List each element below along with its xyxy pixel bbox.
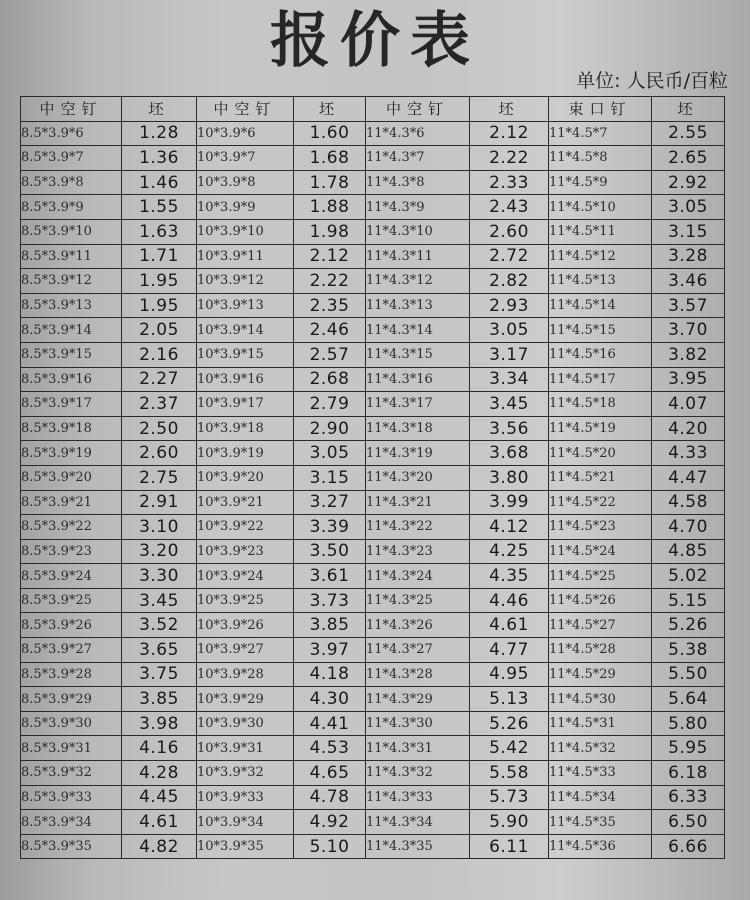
- spec-cell: 8.5*3.9*24: [21, 564, 122, 589]
- table-row: [21, 195, 725, 220]
- price-cell: 3.45: [122, 588, 197, 613]
- spec-cell: 11*4.5*17: [549, 367, 652, 392]
- price-cell: 3.65: [122, 638, 197, 663]
- price-cell: 2.75: [122, 465, 197, 490]
- price-cell: 2.05: [122, 318, 197, 343]
- spec-cell: 11*4.5*22: [549, 490, 652, 515]
- column-header: 坯: [294, 97, 366, 122]
- price-cell: 2.50: [122, 416, 197, 441]
- table-row: [21, 834, 725, 859]
- price-cell: 5.58: [470, 761, 549, 786]
- spec-cell: 10*3.9*17: [197, 392, 294, 417]
- price-cell: 1.71: [122, 244, 197, 269]
- spec-cell: 11*4.5*23: [549, 515, 652, 540]
- price-cell: 2.68: [294, 367, 366, 392]
- price-cell: 5.02: [652, 564, 725, 589]
- table-row: [21, 662, 725, 687]
- spec-cell: 8.5*3.9*19: [21, 441, 122, 466]
- spec-cell: 11*4.3*33: [366, 785, 470, 810]
- spec-cell: 10*3.9*33: [197, 785, 294, 810]
- spec-cell: 11*4.5*12: [549, 244, 652, 269]
- price-cell: 1.63: [122, 219, 197, 244]
- price-cell: 2.43: [470, 195, 549, 220]
- spec-cell: 11*4.5*30: [549, 687, 652, 712]
- price-cell: 2.37: [122, 392, 197, 417]
- spec-cell: 10*3.9*10: [197, 219, 294, 244]
- spec-cell: 10*3.9*8: [197, 170, 294, 195]
- price-cell: 4.20: [652, 416, 725, 441]
- price-cell: 2.22: [294, 269, 366, 294]
- page-title: 报价表: [270, 6, 480, 76]
- spec-cell: 8.5*3.9*17: [21, 392, 122, 417]
- table-row: [21, 564, 725, 589]
- spec-cell: 8.5*3.9*33: [21, 785, 122, 810]
- spec-cell: 8.5*3.9*7: [21, 146, 122, 171]
- price-cell: 4.53: [294, 736, 366, 761]
- table-row: [21, 736, 725, 761]
- spec-cell: 11*4.5*7: [549, 121, 652, 146]
- price-cell: 4.41: [294, 711, 366, 736]
- price-cell: 1.78: [294, 170, 366, 195]
- column-header: 中空钉: [21, 97, 122, 122]
- price-cell: 3.70: [652, 318, 725, 343]
- price-cell: 3.17: [470, 342, 549, 367]
- spec-cell: 11*4.3*26: [366, 613, 470, 638]
- price-cell: 4.70: [652, 515, 725, 540]
- price-cell: 2.60: [122, 441, 197, 466]
- price-cell: 3.27: [294, 490, 366, 515]
- price-cell: 5.95: [652, 736, 725, 761]
- table-row: [21, 711, 725, 736]
- spec-cell: 8.5*3.9*16: [21, 367, 122, 392]
- price-cell: 2.12: [294, 244, 366, 269]
- price-cell: 4.25: [470, 539, 549, 564]
- spec-cell: 8.5*3.9*20: [21, 465, 122, 490]
- price-cell: 5.90: [470, 810, 549, 835]
- price-cell: 2.92: [652, 170, 725, 195]
- spec-cell: 10*3.9*32: [197, 761, 294, 786]
- spec-cell: 11*4.3*13: [366, 293, 470, 318]
- price-cell: 4.33: [652, 441, 725, 466]
- price-cell: 2.90: [294, 416, 366, 441]
- price-cell: 2.33: [470, 170, 549, 195]
- spec-cell: 11*4.3*21: [366, 490, 470, 515]
- price-cell: 3.20: [122, 539, 197, 564]
- header-row: [21, 97, 725, 122]
- table-row: [21, 613, 725, 638]
- price-cell: 4.35: [470, 564, 549, 589]
- price-cell: 5.10: [294, 834, 366, 859]
- price-cell: 5.64: [652, 687, 725, 712]
- price-cell: 3.82: [652, 342, 725, 367]
- spec-cell: 10*3.9*31: [197, 736, 294, 761]
- table-row: [21, 785, 725, 810]
- spec-cell: 11*4.3*14: [366, 318, 470, 343]
- spec-cell: 11*4.5*14: [549, 293, 652, 318]
- spec-cell: 11*4.3*29: [366, 687, 470, 712]
- spec-cell: 11*4.5*21: [549, 465, 652, 490]
- spec-cell: 10*3.9*7: [197, 146, 294, 171]
- price-cell: 3.99: [470, 490, 549, 515]
- price-cell: 5.42: [470, 736, 549, 761]
- spec-cell: 8.5*3.9*11: [21, 244, 122, 269]
- spec-cell: 10*3.9*29: [197, 687, 294, 712]
- spec-cell: 11*4.5*28: [549, 638, 652, 663]
- column-header: 束口钉: [549, 97, 652, 122]
- price-cell: 3.45: [470, 392, 549, 417]
- spec-cell: 11*4.5*34: [549, 785, 652, 810]
- spec-cell: 11*4.3*34: [366, 810, 470, 835]
- price-cell: 3.97: [294, 638, 366, 663]
- spec-cell: 10*3.9*11: [197, 244, 294, 269]
- price-cell: 3.15: [652, 219, 725, 244]
- spec-cell: 11*4.3*22: [366, 515, 470, 540]
- table-row: [21, 392, 725, 417]
- spec-cell: 11*4.3*16: [366, 367, 470, 392]
- spec-cell: 8.5*3.9*13: [21, 293, 122, 318]
- price-cell: 3.57: [652, 293, 725, 318]
- table-row: [21, 269, 725, 294]
- spec-cell: 8.5*3.9*14: [21, 318, 122, 343]
- price-cell: 2.46: [294, 318, 366, 343]
- spec-cell: 10*3.9*30: [197, 711, 294, 736]
- price-cell: 4.58: [652, 490, 725, 515]
- spec-cell: 8.5*3.9*27: [21, 638, 122, 663]
- price-cell: 3.56: [470, 416, 549, 441]
- spec-cell: 11*4.3*31: [366, 736, 470, 761]
- price-cell: 3.52: [122, 613, 197, 638]
- price-cell: 4.30: [294, 687, 366, 712]
- spec-cell: 8.5*3.9*18: [21, 416, 122, 441]
- spec-cell: 8.5*3.9*21: [21, 490, 122, 515]
- price-cell: 3.05: [294, 441, 366, 466]
- table-row: [21, 342, 725, 367]
- price-cell: 3.05: [470, 318, 549, 343]
- price-cell: 4.92: [294, 810, 366, 835]
- spec-cell: 11*4.3*25: [366, 588, 470, 613]
- spec-cell: 11*4.5*11: [549, 219, 652, 244]
- spec-cell: 8.5*3.9*8: [21, 170, 122, 195]
- price-cell: 2.79: [294, 392, 366, 417]
- spec-cell: 8.5*3.9*28: [21, 662, 122, 687]
- price-cell: 3.34: [470, 367, 549, 392]
- table-row: [21, 539, 725, 564]
- price-cell: 2.60: [470, 219, 549, 244]
- spec-cell: 8.5*3.9*10: [21, 219, 122, 244]
- spec-cell: 8.5*3.9*6: [21, 121, 122, 146]
- spec-cell: 11*4.3*6: [366, 121, 470, 146]
- spec-cell: 11*4.3*11: [366, 244, 470, 269]
- spec-cell: 11*4.3*17: [366, 392, 470, 417]
- table-row: [21, 761, 725, 786]
- price-cell: 6.18: [652, 761, 725, 786]
- table-row: [21, 638, 725, 663]
- spec-cell: 10*3.9*16: [197, 367, 294, 392]
- spec-cell: 11*4.3*28: [366, 662, 470, 687]
- spec-cell: 10*3.9*22: [197, 515, 294, 540]
- price-cell: 2.93: [470, 293, 549, 318]
- column-header: 坯: [652, 97, 725, 122]
- price-cell: 1.68: [294, 146, 366, 171]
- price-cell: 3.73: [294, 588, 366, 613]
- spec-cell: 8.5*3.9*22: [21, 515, 122, 540]
- spec-cell: 8.5*3.9*15: [21, 342, 122, 367]
- price-cell: 3.75: [122, 662, 197, 687]
- column-header: 中空钉: [366, 97, 470, 122]
- price-table: [20, 96, 725, 859]
- price-cell: 2.55: [652, 121, 725, 146]
- table-row: [21, 318, 725, 343]
- spec-cell: 10*3.9*18: [197, 416, 294, 441]
- table-row: [21, 465, 725, 490]
- price-cell: 5.50: [652, 662, 725, 687]
- price-cell: 4.18: [294, 662, 366, 687]
- table-row: [21, 367, 725, 392]
- spec-cell: 11*4.5*32: [549, 736, 652, 761]
- price-cell: 1.36: [122, 146, 197, 171]
- price-cell: 2.16: [122, 342, 197, 367]
- table-row: [21, 293, 725, 318]
- column-header: 坯: [122, 97, 197, 122]
- price-cell: 3.39: [294, 515, 366, 540]
- price-cell: 3.95: [652, 367, 725, 392]
- spec-cell: 8.5*3.9*12: [21, 269, 122, 294]
- price-cell: 2.57: [294, 342, 366, 367]
- table-row: [21, 121, 725, 146]
- price-cell: 1.46: [122, 170, 197, 195]
- spec-cell: 10*3.9*14: [197, 318, 294, 343]
- price-cell: 1.95: [122, 293, 197, 318]
- table-row: [21, 146, 725, 171]
- price-cell: 2.72: [470, 244, 549, 269]
- spec-cell: 8.5*3.9*26: [21, 613, 122, 638]
- price-cell: 6.50: [652, 810, 725, 835]
- price-cell: 4.85: [652, 539, 725, 564]
- spec-cell: 11*4.3*30: [366, 711, 470, 736]
- table-row: [21, 490, 725, 515]
- spec-cell: 10*3.9*6: [197, 121, 294, 146]
- spec-cell: 8.5*3.9*34: [21, 810, 122, 835]
- price-cell: 4.78: [294, 785, 366, 810]
- spec-cell: 11*4.3*24: [366, 564, 470, 589]
- spec-cell: 11*4.3*10: [366, 219, 470, 244]
- price-cell: 4.95: [470, 662, 549, 687]
- price-cell: 3.80: [470, 465, 549, 490]
- spec-cell: 11*4.5*18: [549, 392, 652, 417]
- spec-cell: 11*4.3*15: [366, 342, 470, 367]
- spec-cell: 11*4.3*23: [366, 539, 470, 564]
- spec-cell: 8.5*3.9*32: [21, 761, 122, 786]
- table-row: [21, 244, 725, 269]
- table-row: [21, 416, 725, 441]
- spec-cell: 10*3.9*19: [197, 441, 294, 466]
- spec-cell: 11*4.5*33: [549, 761, 652, 786]
- price-cell: 5.15: [652, 588, 725, 613]
- spec-cell: 8.5*3.9*9: [21, 195, 122, 220]
- spec-cell: 11*4.5*29: [549, 662, 652, 687]
- spec-cell: 11*4.3*27: [366, 638, 470, 663]
- price-cell: 1.98: [294, 219, 366, 244]
- unit-label: 单位: 人民币/百粒: [576, 70, 728, 92]
- spec-cell: 11*4.3*18: [366, 416, 470, 441]
- price-cell: 2.35: [294, 293, 366, 318]
- price-cell: 1.60: [294, 121, 366, 146]
- price-cell: 3.50: [294, 539, 366, 564]
- price-cell: 4.77: [470, 638, 549, 663]
- price-cell: 1.95: [122, 269, 197, 294]
- price-cell: 4.46: [470, 588, 549, 613]
- spec-cell: 10*3.9*9: [197, 195, 294, 220]
- price-cell: 5.26: [470, 711, 549, 736]
- spec-cell: 11*4.3*12: [366, 269, 470, 294]
- price-cell: 6.33: [652, 785, 725, 810]
- price-cell: 3.98: [122, 711, 197, 736]
- price-cell: 3.15: [294, 465, 366, 490]
- price-cell: 3.85: [294, 613, 366, 638]
- spec-cell: 10*3.9*15: [197, 342, 294, 367]
- spec-cell: 11*4.5*36: [549, 834, 652, 859]
- price-cell: 5.80: [652, 711, 725, 736]
- spec-cell: 11*4.5*16: [549, 342, 652, 367]
- spec-cell: 11*4.5*25: [549, 564, 652, 589]
- spec-cell: 11*4.5*8: [549, 146, 652, 171]
- table-row: [21, 810, 725, 835]
- spec-cell: 10*3.9*26: [197, 613, 294, 638]
- spec-cell: 11*4.5*24: [549, 539, 652, 564]
- spec-cell: 10*3.9*28: [197, 662, 294, 687]
- spec-cell: 11*4.3*7: [366, 146, 470, 171]
- spec-cell: 11*4.5*35: [549, 810, 652, 835]
- spec-cell: 11*4.5*26: [549, 588, 652, 613]
- price-cell: 1.28: [122, 121, 197, 146]
- price-cell: 6.66: [652, 834, 725, 859]
- price-cell: 2.65: [652, 146, 725, 171]
- price-cell: 2.22: [470, 146, 549, 171]
- table-row: [21, 170, 725, 195]
- spec-cell: 8.5*3.9*25: [21, 588, 122, 613]
- price-cell: 5.73: [470, 785, 549, 810]
- spec-cell: 11*4.3*19: [366, 441, 470, 466]
- spec-cell: 11*4.5*20: [549, 441, 652, 466]
- column-header: 坯: [470, 97, 549, 122]
- spec-cell: 10*3.9*25: [197, 588, 294, 613]
- price-cell: 3.85: [122, 687, 197, 712]
- price-cell: 2.12: [470, 121, 549, 146]
- spec-cell: 10*3.9*34: [197, 810, 294, 835]
- spec-cell: 10*3.9*23: [197, 539, 294, 564]
- price-cell: 5.13: [470, 687, 549, 712]
- spec-cell: 8.5*3.9*23: [21, 539, 122, 564]
- spec-cell: 11*4.3*20: [366, 465, 470, 490]
- spec-cell: 11*4.3*9: [366, 195, 470, 220]
- spec-cell: 11*4.5*31: [549, 711, 652, 736]
- spec-cell: 11*4.5*27: [549, 613, 652, 638]
- price-cell: 4.47: [652, 465, 725, 490]
- spec-cell: 8.5*3.9*35: [21, 834, 122, 859]
- price-cell: 2.82: [470, 269, 549, 294]
- spec-cell: 10*3.9*12: [197, 269, 294, 294]
- price-cell: 4.45: [122, 785, 197, 810]
- column-header: 中空钉: [197, 97, 294, 122]
- price-cell: 3.68: [470, 441, 549, 466]
- price-cell: 2.91: [122, 490, 197, 515]
- table-row: [21, 219, 725, 244]
- table-row: [21, 515, 725, 540]
- price-cell: 4.28: [122, 761, 197, 786]
- spec-cell: 10*3.9*35: [197, 834, 294, 859]
- price-cell: 3.30: [122, 564, 197, 589]
- price-cell: 4.07: [652, 392, 725, 417]
- table-row: [21, 588, 725, 613]
- spec-cell: 11*4.5*15: [549, 318, 652, 343]
- spec-cell: 10*3.9*13: [197, 293, 294, 318]
- price-cell: 3.05: [652, 195, 725, 220]
- spec-cell: 11*4.3*8: [366, 170, 470, 195]
- spec-cell: 10*3.9*24: [197, 564, 294, 589]
- price-cell: 4.12: [470, 515, 549, 540]
- spec-cell: 8.5*3.9*30: [21, 711, 122, 736]
- price-cell: 4.61: [470, 613, 549, 638]
- price-cell: 4.65: [294, 761, 366, 786]
- price-cell: 1.55: [122, 195, 197, 220]
- price-cell: 1.88: [294, 195, 366, 220]
- spec-cell: 11*4.3*35: [366, 834, 470, 859]
- price-cell: 4.16: [122, 736, 197, 761]
- price-cell: 4.82: [122, 834, 197, 859]
- price-cell: 2.27: [122, 367, 197, 392]
- price-cell: 5.38: [652, 638, 725, 663]
- price-cell: 6.11: [470, 834, 549, 859]
- price-cell: 5.26: [652, 613, 725, 638]
- table-row: [21, 687, 725, 712]
- price-cell: 3.28: [652, 244, 725, 269]
- price-cell: 4.61: [122, 810, 197, 835]
- table-row: [21, 441, 725, 466]
- spec-cell: 10*3.9*21: [197, 490, 294, 515]
- spec-cell: 10*3.9*20: [197, 465, 294, 490]
- price-cell: 3.46: [652, 269, 725, 294]
- spec-cell: 11*4.5*10: [549, 195, 652, 220]
- spec-cell: 10*3.9*27: [197, 638, 294, 663]
- spec-cell: 11*4.5*13: [549, 269, 652, 294]
- price-cell: 3.10: [122, 515, 197, 540]
- table-body: [21, 121, 725, 859]
- price-cell: 3.61: [294, 564, 366, 589]
- spec-cell: 11*4.3*32: [366, 761, 470, 786]
- spec-cell: 11*4.5*19: [549, 416, 652, 441]
- spec-cell: 8.5*3.9*31: [21, 736, 122, 761]
- spec-cell: 8.5*3.9*29: [21, 687, 122, 712]
- spec-cell: 11*4.5*9: [549, 170, 652, 195]
